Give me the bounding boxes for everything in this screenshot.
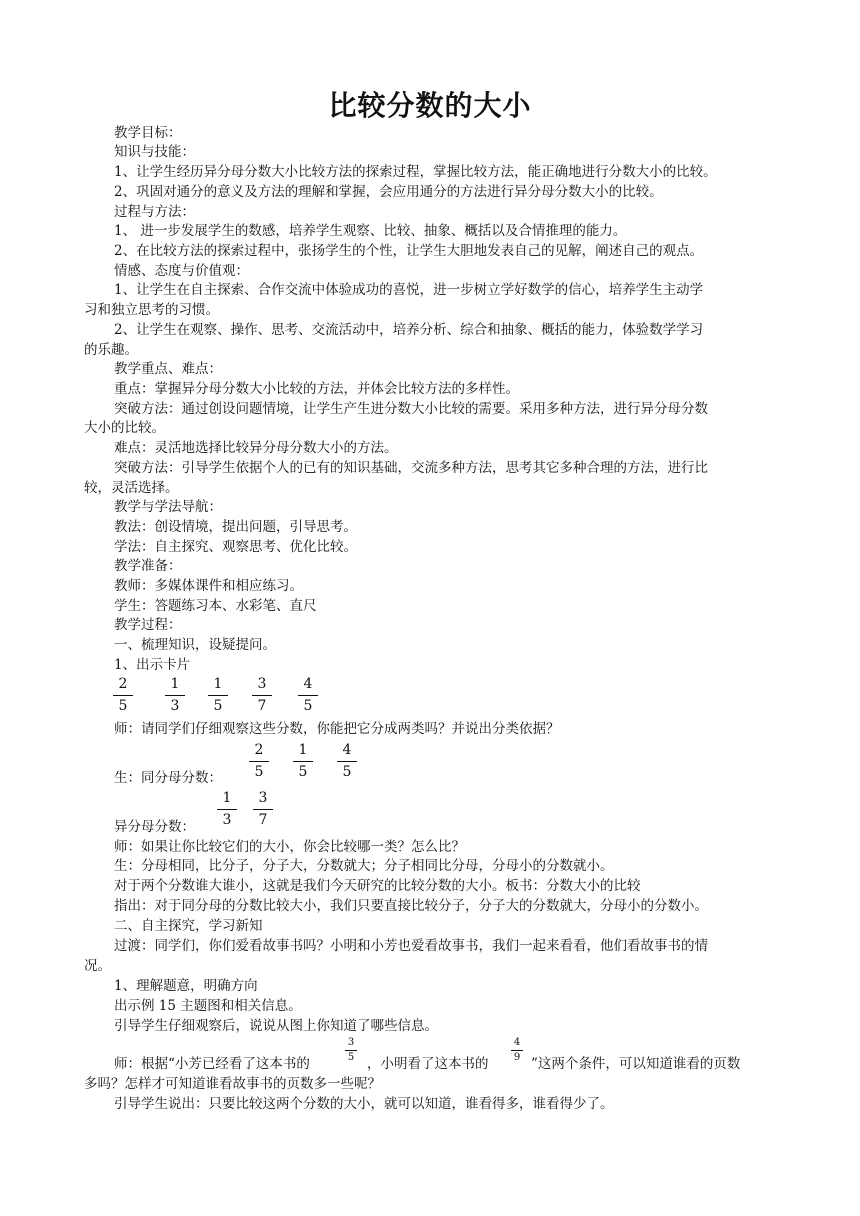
paragraph: 异分母分数： <box>114 819 195 835</box>
fraction-same-denominator <box>336 742 358 781</box>
fraction-card <box>251 676 273 715</box>
paragraph-continuation: 大小的比较。 <box>84 420 165 436</box>
paragraph: 学生：答题练习本、水彩笔、直尺 <box>114 598 317 614</box>
numerator: 3 <box>258 790 268 806</box>
denominator: 5 <box>254 764 264 780</box>
paragraph: 1、出示卡片 <box>114 657 191 673</box>
numerator: 2 <box>254 742 264 758</box>
paragraph: 出示例 15 主题图和相关信息。 <box>114 998 302 1014</box>
paragraph: 难点：灵活地选择比较异分母分数大小的方法。 <box>114 440 398 456</box>
paragraph-part: ”这两个条件，可以知道谁看的页数 <box>531 1056 741 1072</box>
paragraph: 生：同分母分数： <box>114 770 222 786</box>
paragraph-continuation: 较，灵活选择。 <box>84 480 179 496</box>
paragraph: 1、理解题意，明确方向 <box>114 978 258 994</box>
denominator: 7 <box>257 698 267 714</box>
fraction-card <box>297 676 319 715</box>
paragraph-part: 师：根据“小芳已经看了这本书的 <box>114 1056 310 1072</box>
paragraph: 重点：掌握异分母分数大小比较的方法，并体会比较方法的多样性。 <box>114 381 519 397</box>
paragraph: 2、在比较方法的探索过程中，张扬学生的个性，让学生大胆地发表自己的见解，阐述自己的观点。 <box>114 243 704 259</box>
denominator: 9 <box>513 1052 521 1063</box>
page-title: 比较分数的大小 <box>328 89 532 122</box>
denominator: 5 <box>213 698 223 714</box>
paragraph: 2、让学生在观察、操作、思考、交流活动中，培养分析、综合和抽象、概括的能力，体验数学学习 <box>114 322 704 338</box>
denominator: 7 <box>258 812 268 828</box>
denominator: 5 <box>342 764 352 780</box>
paragraph: 引导学生仔细观察后，说说从图上你知道了哪些信息。 <box>114 1018 438 1034</box>
paragraph: 师：如果让你比较它们的大小，你会比较哪一类？怎么比？ <box>114 839 465 855</box>
numerator: 1 <box>170 676 180 692</box>
fraction-card <box>207 676 229 715</box>
sub-heading: 知识与技能： <box>114 144 195 160</box>
paragraph: 过渡：同学们，你们爱看故事书吗？小明和小芳也爱看故事书，我们一起来看看，他们看故事书的情 <box>114 938 708 954</box>
paragraph-continuation: 况。 <box>84 958 111 974</box>
paragraph: 1、让学生经历异分母分数大小比较方法的探索过程，掌握比较方法，能正确地进行分数大小的比较。 <box>114 164 717 180</box>
numerator: 1 <box>222 790 232 806</box>
fraction-different-denominator <box>216 790 238 829</box>
paragraph: 生：分母相同，比分子，分子大，分数就大；分子相同比分母，分母小的分数就小。 <box>114 858 614 874</box>
paragraph: 教师：多媒体课件和相应练习。 <box>114 578 303 594</box>
paragraph: 对于两个分数谁大谁小，这就是我们今天研究的比较分数的大小。板书：分数大小的比较 <box>114 878 641 894</box>
denominator: 3 <box>222 812 232 828</box>
sub-heading: 过程与方法： <box>114 204 195 220</box>
numerator: 1 <box>213 676 223 692</box>
fraction-card <box>112 676 134 715</box>
numerator: 4 <box>303 676 313 692</box>
inline-fraction <box>510 1037 524 1064</box>
fraction-different-denominator <box>252 790 274 829</box>
paragraph-part: ，小明看了这本书的 <box>367 1056 489 1072</box>
fraction-same-denominator <box>248 742 270 781</box>
section-heading: 教学目标： <box>114 125 182 141</box>
paragraph: 师：请同学们仔细观察这些分数，你能把它分成两类吗？并说出分类依据？ <box>114 721 560 737</box>
section-heading: 二、自主探究，学习新知 <box>114 918 263 934</box>
paragraph-continuation: 习和独立思考的习惯。 <box>84 302 219 318</box>
paragraph: 教法：创设情境，提出问题，引导思考。 <box>114 519 357 535</box>
paragraph: 引导学生说出：只要比较这两个分数的大小，就可以知道，谁看得多，谁看得少了。 <box>114 1096 614 1112</box>
section-heading: 教学过程： <box>114 617 182 633</box>
fraction-card <box>164 676 186 715</box>
paragraph: 指出：对于同分母的分数比较大小，我们只要直接比较分子，分子大的分数就大，分母小的分数小。 <box>114 898 708 914</box>
numerator: 1 <box>298 742 308 758</box>
paragraph: 1、 进一步发展学生的数感，培养学生观察、比较、抽象、概括以及合情推理的能力。 <box>114 223 627 239</box>
paragraph-continuation: 的乐趣。 <box>84 342 138 358</box>
numerator: 4 <box>342 742 352 758</box>
paragraph: 2、巩固对通分的意义及方法的理解和掌握，会应用通分的方法进行异分母分数大小的比较。 <box>114 184 663 200</box>
denominator: 5 <box>347 1052 355 1063</box>
paragraph: 突破方法：通过创设问题情境，让学生产生进分数大小比较的需要。采用多种方法，进行异分母分数 <box>114 401 708 417</box>
paragraph: 突破方法：引导学生依据个人的已有的知识基础，交流多种方法，思考其它多种合理的方法，进行比 <box>114 460 708 476</box>
paragraph: 一、梳理知识，设疑提问。 <box>114 637 276 653</box>
paragraph-continuation: 多吗？怎样才可知道谁看故事书的页数多一些呢？ <box>84 1076 381 1092</box>
fraction-same-denominator <box>292 742 314 781</box>
denominator: 5 <box>118 698 128 714</box>
section-heading: 教学重点、难点： <box>114 361 222 377</box>
denominator: 5 <box>303 698 313 714</box>
numerator: 3 <box>257 676 267 692</box>
numerator: 2 <box>118 676 128 692</box>
numerator: 3 <box>347 1037 355 1048</box>
denominator: 5 <box>298 764 308 780</box>
inline-fraction <box>344 1037 358 1064</box>
numerator: 4 <box>513 1037 521 1048</box>
section-heading: 教学准备： <box>114 558 182 574</box>
denominator: 3 <box>170 698 180 714</box>
paragraph: 学法：自主探究、观察思考、优化比较。 <box>114 539 357 555</box>
section-heading: 教学与学法导航： <box>114 499 222 515</box>
sub-heading: 情感、态度与价值观： <box>114 263 249 279</box>
paragraph: 1、让学生在自主探索、合作交流中体验成功的喜悦，进一步树立学好数学的信心，培养学生主动学 <box>114 282 704 298</box>
